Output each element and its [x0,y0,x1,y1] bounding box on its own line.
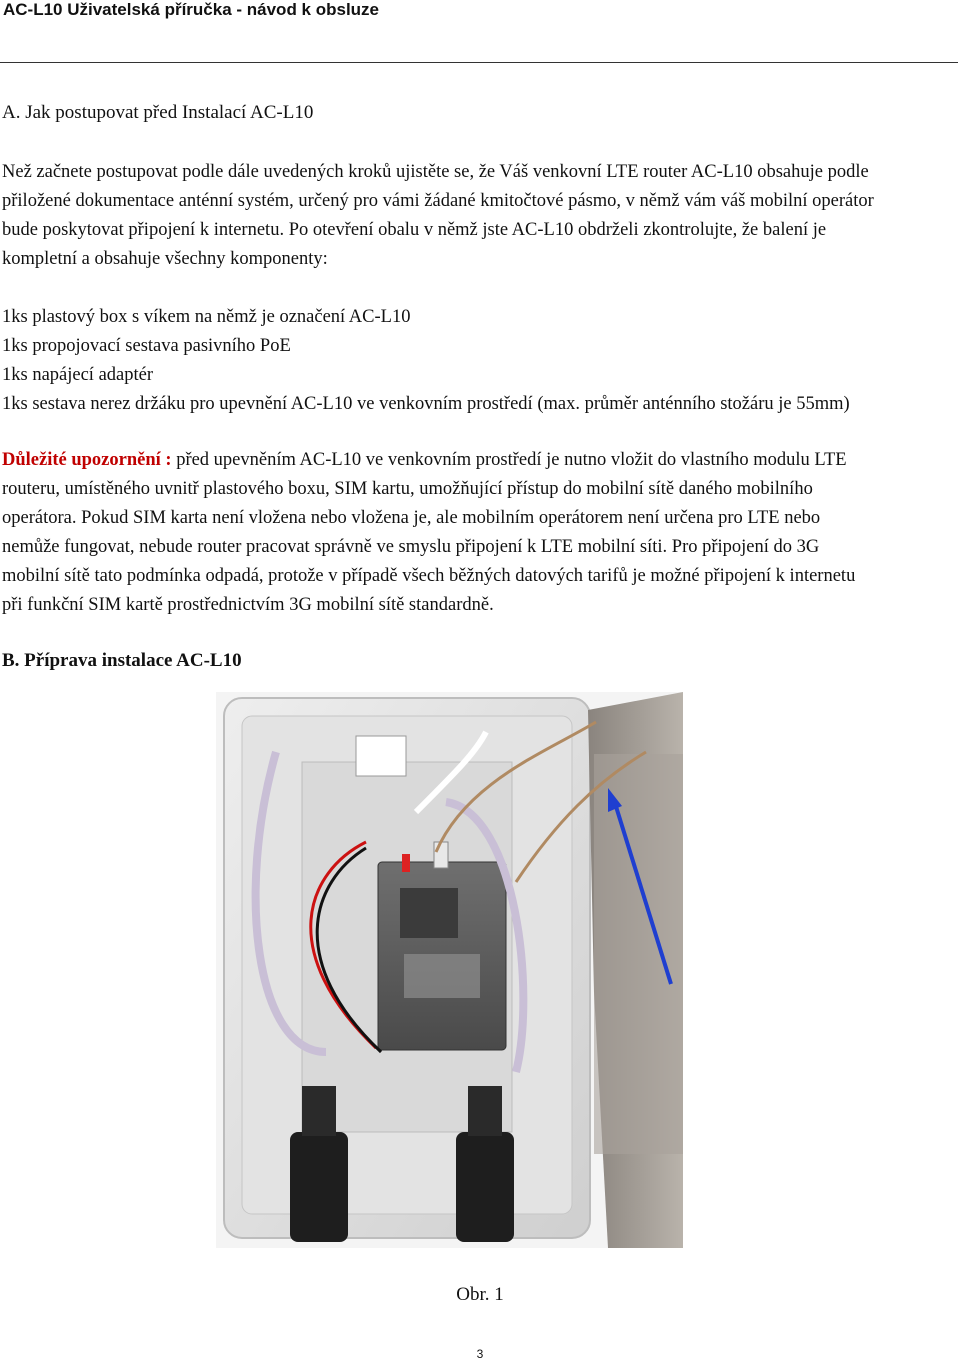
warning-text: před upevněním AC-L10 ve venkovním prostředí je nutno vložit do vlastního modulu LTE [171,450,847,470]
list-item: 1ks plastový box s víkem na němž je označení AC-L10 [2,307,411,327]
intro-line: bude poskytovat připojení k internetu. Po otevření obalu v němž jste AC-L10 obdrželi zkontrolujte, že balení je [2,220,827,240]
list-item: 1ks propojovací sestava pasivního PoE [2,336,291,356]
section-a-heading: A. Jak postupovat před Instalací AC-L10 [2,102,314,123]
warning-label: Důležité upozornění : [2,450,172,470]
figure-caption: Obr. 1 [456,1284,504,1305]
warning-paragraph [2,446,954,620]
intro-line: Než začnete postupovat podle dále uvedených kroků ujistěte se, že Váš venkovní LTE router AC-L10 obsahuje podle [2,162,869,182]
warning-first-line [2,446,954,475]
page-number: 3 [476,1347,484,1361]
warning-line: routeru, umístěného uvnitř plastového boxu, SIM kartu, umožňující přístup do mobilní sítě daného mobilního [2,479,813,499]
list-item: 1ks sestava nerez držáku pro upevnění AC-L10 ve venkovním prostředí (max. průměr anténního stožáru je 55mm) [2,394,850,414]
warning-line: mobilní sítě tato podmínka odpadá, protože v případě všech běžných datových tarifů je možné připojení k internetu [2,566,856,586]
intro-line: přiložené dokumentace anténní systém, určený pro vámi žádané kmitočtové pásmo, v němž vám váš mobilní operátor [2,191,874,211]
intro-line: kompletní a obsahuje všechny komponenty: [2,249,328,269]
package-contents-list [2,303,850,419]
intro-paragraph [2,158,954,274]
warning-line: při funkční SIM kartě prostřednictvím 3G mobilní sítě standardně. [2,595,494,615]
document-header-title: AC-L10 Uživatelská příručka - návod k obsluze [3,0,380,19]
warning-line: nemůže fungovat, nebude router pracovat správně ve smyslu připojení k LTE mobilní síti. Pro připojení do 3G [2,537,820,557]
router-box-photo [216,692,683,1248]
list-item: 1ks napájecí adaptér [2,365,154,385]
section-b-heading: B. Příprava instalace AC-L10 [2,650,242,671]
header-divider [0,62,958,63]
warning-line: operátora. Pokud SIM karta není vložena nebo vložena je, ale mobilním operátorem není určena pro LTE nebo [2,508,821,528]
